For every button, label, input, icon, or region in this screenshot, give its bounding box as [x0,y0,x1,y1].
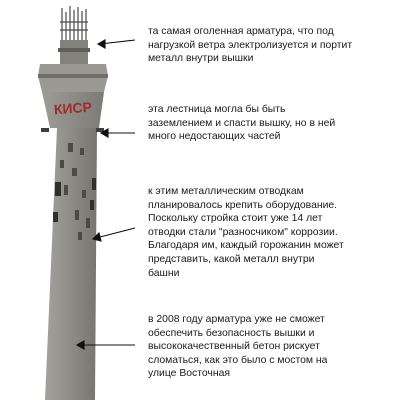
tower-shaft [45,128,97,400]
annotation-rebar: та самая оголенная арматура, что под нагрузкой ветра электролизуется и портит металл внутри вышки [148,26,353,65]
annotation-brackets: к этим металлическим отводкам планировалось крепить оборудование. Поскольку стройка стоит уже 14 лет отводки стали "разносчиком" коррозии. Благодаря им, каждый горожанин может представить, какой металл внутри башни [148,186,344,279]
arrow-brackets [96,228,135,238]
platform-rim [38,74,108,78]
annotation-ladder: эта лестница могла бы быть заземлением и спасти вышку, но в ней много недостающих частей [148,104,336,143]
graffiti-text: КИСР [53,98,93,118]
annotation-concrete: в 2008 году арматура уже не сможет обеспечить безопасность вышки и высококачественный бетон рискует сломаться, как это было с мостом на улице Восточная [148,314,328,380]
arrow-rebar-head [98,40,105,48]
tower-neck-band [58,48,90,52]
exposed-rebar [60,6,88,40]
